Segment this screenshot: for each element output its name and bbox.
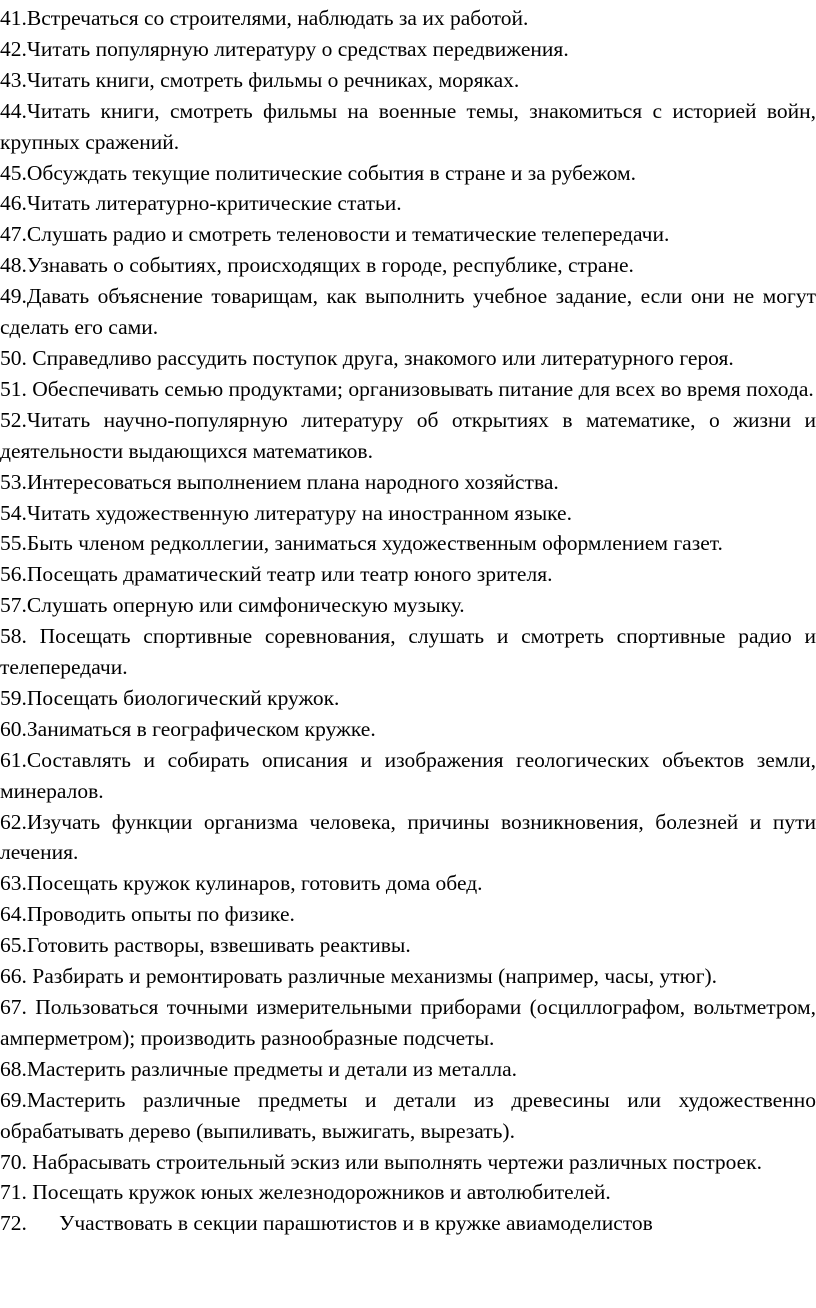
item-text: Интересоваться выполнением плана народного хозяйства.	[26, 469, 559, 494]
item-number: 52.	[0, 407, 27, 432]
item-text: Набрасывать строительный эскиз или выполнять чертежи различных построек.	[32, 1149, 762, 1174]
item-number: 67.	[0, 995, 36, 1019]
item-number: 42.	[0, 36, 27, 61]
list-item	[0, 961, 816, 992]
item-number: 65.	[0, 933, 27, 958]
list-item	[0, 281, 816, 343]
list-item	[0, 683, 816, 714]
item-number: 48.	[0, 253, 27, 278]
item-number: 61.	[0, 747, 27, 772]
item-number: 72.	[0, 1211, 60, 1236]
item-text: Проводить опыты по физике.	[26, 902, 295, 927]
item-number: 69.	[0, 1087, 27, 1112]
item-number: 59.	[0, 685, 27, 710]
list-item	[0, 1085, 816, 1147]
item-number: 62.	[0, 809, 27, 834]
list-item	[0, 405, 816, 467]
list-item	[0, 1208, 816, 1239]
item-number: 50.	[0, 345, 33, 370]
list-item	[0, 621, 816, 683]
item-text: Читать книги, смотреть фильмы на военные темы, знакомиться с историей войн, крупных сражений.	[0, 98, 816, 154]
item-text: Слушать оперную или симфоническую музыку.	[26, 593, 465, 618]
item-number: 54.	[0, 500, 27, 525]
list-item	[0, 868, 816, 899]
list-item	[0, 807, 816, 869]
item-number: 57.	[0, 593, 27, 618]
list-item	[0, 899, 816, 930]
item-number: 47.	[0, 222, 27, 247]
item-text: Пользоваться точными измерительными приборами (осциллографом, вольтметром, амперметром); производить разнообразные подсчеты.	[0, 995, 816, 1050]
item-number: 49.	[0, 284, 27, 309]
item-number: 60.	[0, 716, 27, 741]
item-number: 53.	[0, 469, 27, 494]
item-number: 70.	[0, 1149, 33, 1174]
item-number: 63.	[0, 871, 27, 896]
item-number: 51.	[0, 376, 33, 401]
list-item	[0, 250, 816, 281]
item-text: Читать популярную литературу о средствах передвижения.	[26, 36, 569, 61]
item-text: Читать художественную литературу на иностранном языке.	[26, 500, 572, 525]
interest-list	[0, 3, 816, 1239]
item-text: Заниматься в географическом кружке.	[26, 716, 376, 741]
list-item	[0, 34, 816, 65]
item-number: 55.	[0, 531, 27, 556]
item-text: Посещать биологический кружок.	[26, 685, 340, 710]
item-text: Обсуждать текущие политические события в стране и за рубежом.	[26, 160, 636, 185]
list-item	[0, 188, 816, 219]
list-item	[0, 498, 816, 529]
item-number: 66.	[0, 964, 33, 989]
item-text: Разбирать и ремонтировать различные механизмы (например, часы, утюг).	[32, 964, 718, 989]
list-item	[0, 528, 816, 559]
item-text: Встречаться со строителями, наблюдать за их работой.	[26, 6, 529, 30]
item-text: Давать объяснение товарищам, как выполнить учебное задание, если они не могут сделать его сами.	[0, 284, 816, 340]
list-item	[0, 374, 816, 405]
item-number: 68.	[0, 1056, 27, 1081]
list-item	[0, 590, 816, 621]
item-number: 58.	[0, 624, 40, 649]
item-text: Посещать кружок кулинаров, готовить дома обед.	[26, 871, 483, 896]
list-item	[0, 1177, 816, 1208]
list-item	[0, 219, 816, 250]
item-number: 41.	[0, 6, 27, 30]
item-number: 46.	[0, 191, 27, 216]
item-text: Составлять и собирать описания и изображения геологических объектов земли, минералов.	[0, 747, 816, 803]
item-number: 71.	[0, 1180, 33, 1205]
item-text: Узнавать о событиях, происходящих в городе, республике, стране.	[26, 253, 634, 278]
list-item	[0, 930, 816, 961]
item-text: Читать литературно-критические статьи.	[26, 191, 402, 216]
item-text: Быть членом редколлегии, заниматься художественным оформлением газет.	[26, 531, 723, 556]
item-text: Читать книги, смотреть фильмы о речниках, моряках.	[26, 67, 520, 92]
item-text: Посещать спортивные соревнования, слушать и смотреть спортивные радио и телепередачи.	[0, 624, 816, 680]
item-text: Участвовать в секции парашютистов и в кружке авиамоделистов	[59, 1211, 653, 1236]
item-number: 44.	[0, 98, 27, 123]
item-text: Изучать функции организма человека, причины возникновения, болезней и пути лечения.	[0, 809, 816, 865]
list-item	[0, 343, 816, 374]
item-text: Читать научно-популярную литературу об открытиях в математике, о жизни и деятельности выдающихся математиков.	[0, 407, 816, 463]
list-item	[0, 467, 816, 498]
list-item	[0, 65, 816, 96]
item-text: Готовить растворы, взвешивать реактивы.	[26, 933, 411, 958]
list-item	[0, 1054, 816, 1085]
list-item	[0, 158, 816, 189]
list-item	[0, 992, 816, 1054]
list-item	[0, 1147, 816, 1178]
list-item	[0, 3, 816, 34]
list-item	[0, 714, 816, 745]
item-number: 45.	[0, 160, 27, 185]
list-item	[0, 96, 816, 158]
item-text: Справедливо рассудить поступок друга, знакомого или литературного героя.	[32, 345, 734, 370]
item-text: Обеспечивать семью продуктами; организовывать питание для всех во время похода.	[32, 376, 814, 401]
item-number: 64.	[0, 902, 27, 927]
list-item	[0, 745, 816, 807]
item-text: Мастерить различные предметы и детали из древесины или художественно обрабатывать дерево (выпиливать, выжигать, вырезать).	[0, 1087, 816, 1143]
item-text: Посещать кружок юных железнодорожников и автолюбителей.	[32, 1180, 611, 1205]
item-text: Посещать драматический театр или театр юного зрителя.	[26, 562, 553, 587]
item-number: 56.	[0, 562, 27, 587]
item-number: 43.	[0, 67, 27, 92]
item-text: Слушать радио и смотреть теленовости и тематические телепередачи.	[26, 222, 670, 247]
item-text: Мастерить различные предметы и детали из металла.	[26, 1056, 518, 1081]
list-item	[0, 559, 816, 590]
